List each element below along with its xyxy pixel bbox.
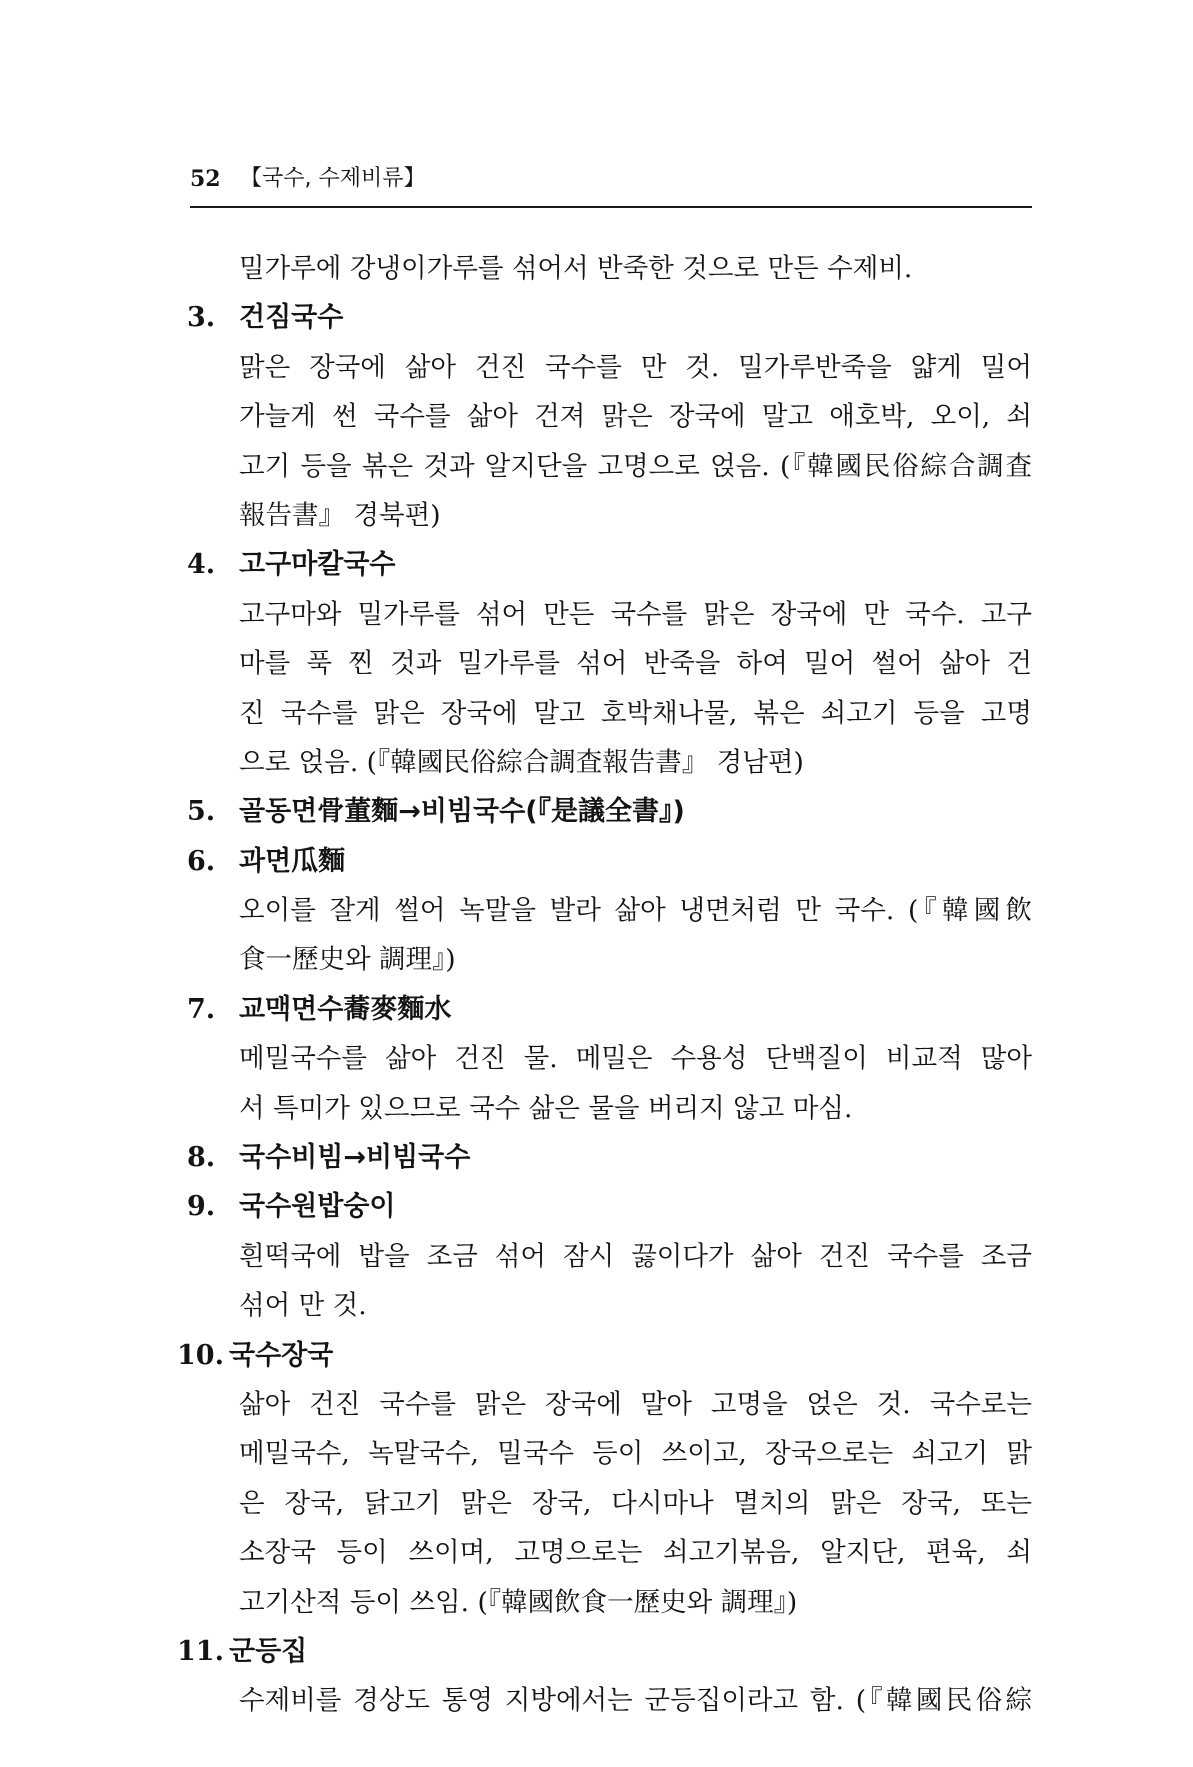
entry-heading (187, 1133, 1032, 1182)
definition-line: 가늘게 썬 국수를 삶아 건져 맑은 장국에 말고 애호박, 오이, 쇠 (239, 401, 1032, 433)
definition-line: 수제비를 경상도 통영 지방에서는 군등집이라고 함. (『韓國民俗綜 (239, 1685, 1032, 1717)
dictionary-entries (177, 244, 1032, 1726)
definition-line: 食一歷史와 調理』) (239, 944, 456, 976)
entry-number: 9. (187, 1191, 216, 1223)
definition-line: 報告書』 경북편) (239, 499, 441, 531)
entry-heading (187, 293, 1032, 342)
entry-heading (177, 1331, 1032, 1380)
definition-line: 오이를 잘게 썰어 녹말을 발라 삶아 냉면처럼 만 국수. (『韓國飲 (239, 895, 1032, 927)
entry-number: 6. (187, 845, 216, 877)
entry-term: 교맥면수蕎麥麵水 (239, 993, 452, 1025)
entry-heading (187, 985, 1032, 1034)
page-header (190, 164, 1032, 208)
definition-line: 흰떡국에 밥을 조금 섞어 잠시 끓이다가 삶아 건진 국수를 조금 (239, 1240, 1032, 1272)
entry-number: 4. (187, 549, 216, 581)
definition-line: 밀가루에 강냉이가루를 섞어서 반죽한 것으로 만든 수제비. (239, 253, 913, 284)
definition-line: 섞어 만 것. (239, 1290, 367, 1322)
entry-term: 국수원밥숭이 (239, 1191, 396, 1223)
entry-heading (187, 837, 1032, 886)
entry-number: 10. (177, 1339, 224, 1371)
entry-number: 8. (187, 1142, 216, 1174)
definition-line: 으로 얹음. (『韓國民俗綜合調査報告書』 경남편) (239, 746, 804, 778)
entry-heading (187, 540, 1032, 589)
entry-number: 11. (177, 1635, 224, 1667)
definition-line: 서 특미가 있으므로 국수 삶은 물을 버리지 않고 마심. (239, 1092, 853, 1124)
entry-term: 국수비빔→비빔국수 (239, 1142, 471, 1174)
entry-number: 7. (187, 993, 216, 1025)
definition-line: 맑은 장국에 삶아 건진 국수를 만 것. 밀가루반죽을 얇게 밀어 (239, 351, 1032, 383)
entry-term: 고구마칼국수 (239, 549, 396, 581)
entry-number: 5. (187, 796, 216, 828)
definition-line: 고구마와 밀가루를 섞어 만든 국수를 맑은 장국에 만 국수. 고구 (239, 598, 1032, 630)
entry-term: 건짐국수 (239, 302, 344, 334)
definition-line: 소장국 등이 쓰이며, 고명으로는 쇠고기볶음, 알지단, 편육, 쇠 (239, 1537, 1032, 1569)
definition-line: 메밀국수, 녹말국수, 밀국수 등이 쓰이고, 장국으로는 쇠고기 맑 (239, 1438, 1032, 1470)
entry-heading (177, 1627, 1032, 1676)
definition-line: 은 장국, 닭고기 맑은 장국, 다시마나 멸치의 맑은 장국, 또는 (239, 1487, 1032, 1519)
definition-line: 삶아 건진 국수를 맑은 장국에 말아 고명을 얹은 것. 국수로는 (239, 1388, 1032, 1420)
entry-term: 과면瓜麵 (239, 845, 346, 877)
definition-line: 고기 등을 볶은 것과 알지단을 고명으로 얹음. (『韓國民俗綜合調査 (239, 450, 1032, 482)
page-number: 52 (190, 166, 221, 192)
definition-line: 메밀국수를 삶아 건진 물. 메밀은 수용성 단백질이 비교적 많아 (239, 1043, 1032, 1075)
running-head: 【국수, 수제비류】 (240, 166, 426, 191)
entry-heading (187, 787, 1032, 836)
definition-line: 진 국수를 맑은 장국에 말고 호박채나물, 볶은 쇠고기 등을 고명 (239, 697, 1032, 729)
entry-term: 골동면骨董麵→비빔국수(『是議全書』) (239, 796, 685, 828)
entry-term: 국수장국 (229, 1339, 334, 1371)
definition-line: 고기산적 등이 쓰임. (『韓國飲食一歷史와 調理』) (239, 1586, 798, 1618)
definition-line: 마를 푹 찐 것과 밀가루를 섞어 반죽을 하여 밀어 썰어 삶아 건 (239, 648, 1032, 680)
entry-heading (187, 1182, 1032, 1231)
entry-number: 3. (187, 302, 216, 334)
entry-term: 군등집 (229, 1635, 308, 1667)
